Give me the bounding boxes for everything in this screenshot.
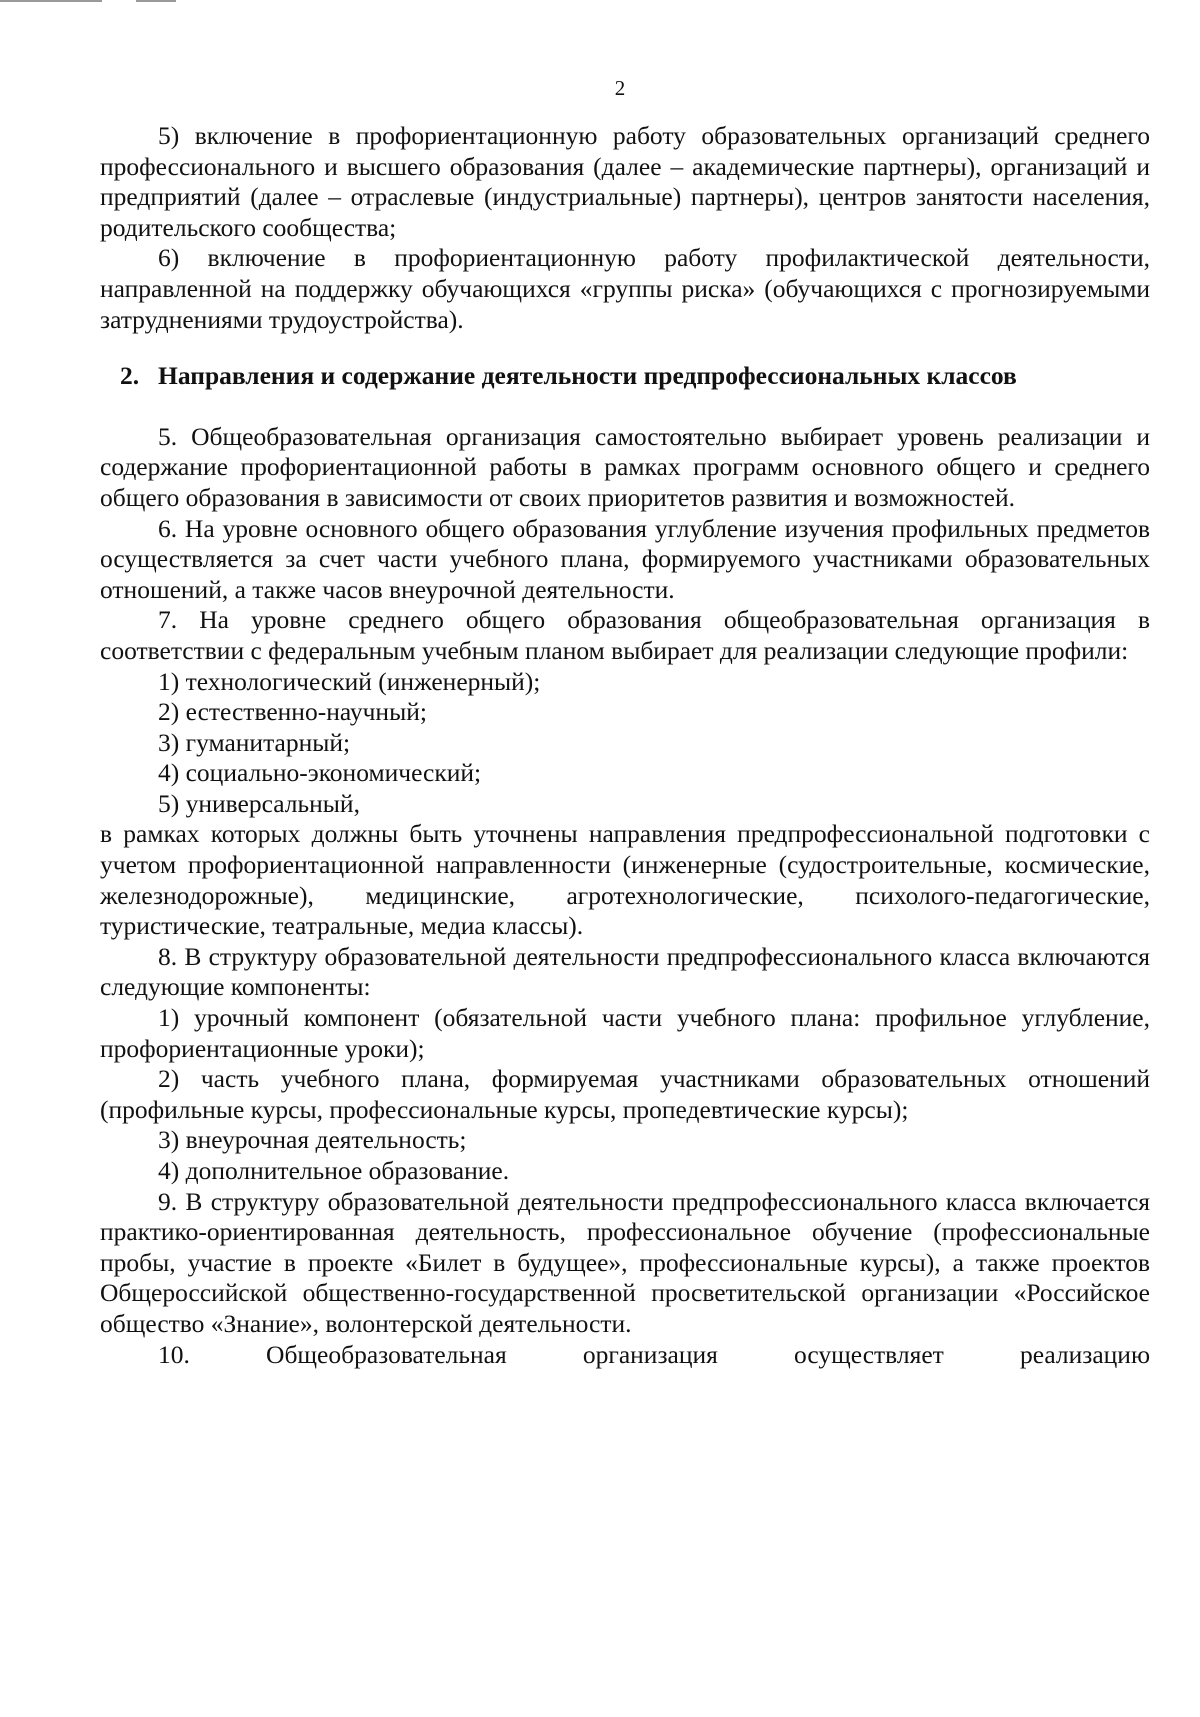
component-item: 2) часть учебного плана, формируемая участниками образовательных отношений (профильные курсы, профессиональные курсы, пропедевтические курсы);: [100, 1064, 1150, 1124]
section-heading: [100, 361, 1150, 392]
paragraph-7: 7. На уровне среднего общего образования общеобразовательная организация в соответствии с федеральным учебным планом выбирает для реализации следующие профили:: [100, 605, 1150, 665]
profile-item: 3) гуманитарный;: [158, 727, 351, 757]
component-item: 1) урочный компонент (обязательной части учебного плана: профильное углубление, профориентационные уроки);: [100, 1003, 1150, 1063]
paragraph-item-6: 6) включение в профориентационную работу профилактической деятельности, направленной на поддержку обучающихся «группы риска» (обучающихся с прогнозируемыми затруднениями трудоустройства).: [100, 243, 1150, 334]
paragraph-8: 8. В структуру образовательной деятельности предпрофессионального класса включаются следующие компоненты:: [100, 941, 1150, 1002]
document-body: [100, 121, 1150, 1370]
section-title: Направления и содержание деятельности предпрофессиональных классов: [158, 361, 1017, 391]
profile-item: 1) технологический (инженерный);: [158, 666, 541, 696]
scan-edge-mid: [136, 0, 176, 2]
scan-edge-left: [0, 0, 102, 2]
profile-item: 2) естественно-научный;: [158, 697, 427, 727]
paragraph-6: 6. На уровне основного общего образования углубление изучения профильных предметов осуществляется за счет части учебного плана, формируемого участниками образовательных отношений, а также часов внеурочной деятельности.: [100, 513, 1150, 604]
profile-item: 4) социально-экономический;: [158, 758, 482, 788]
paragraph-7-continuation: в рамках которых должны быть уточнены направления предпрофессиональной подготовки с учетом профориентационной направленности (инженерные (судостроительные, космические, железнодорожные), медицинские, агротехнологические, психолого-педагогические, туристические, театральные, медиа классы).: [100, 819, 1150, 941]
section-number: 2.: [120, 361, 140, 391]
component-item: 4) дополнительное образование.: [158, 1156, 510, 1185]
component-item: 3) внеурочная деятельность;: [158, 1125, 467, 1155]
paragraph-9: 9. В структуру образовательной деятельности предпрофессионального класса включается практико-ориентированная деятельность, профессиональное обучение (профессиональные пробы, участие в проекте «Билет в будущее», профессиональные курсы), а также проектов Общероссийской общественно-государственной просветительской организации «Российское общество «Знание», волонтерской деятельности.: [100, 1186, 1150, 1338]
paragraph-10: 10. Общеобразовательная организация осуществляет реализацию: [158, 1339, 1150, 1369]
paragraph-item-5: 5) включение в профориентационную работу образовательных организаций среднего профессионального и высшего образования (далее – академические партнеры), организаций и предприятий (далее – отраслевые (индустриальные) партнеры), центров занятости населения, родительского сообщества;: [100, 121, 1150, 242]
profile-item: 5) универсальный,: [158, 788, 360, 818]
paragraph-5: 5. Общеобразовательная организация самостоятельно выбирает уровень реализации и содержание профориентационной работы в рамках программ основного общего и среднего общего образования в зависимости от своих приоритетов развития и возможностей.: [100, 421, 1150, 512]
page-number: 2: [614, 76, 626, 100]
